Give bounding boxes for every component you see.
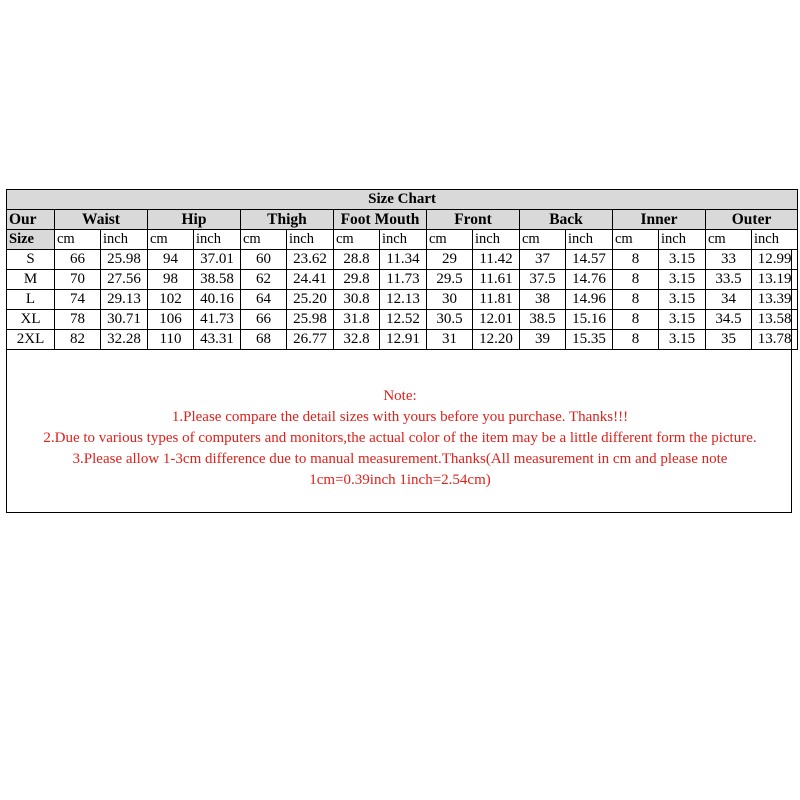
our-size-header-bottom: Size (7, 230, 55, 250)
measurement-cell: 12.20 (473, 330, 520, 350)
measurement-cell: 3.15 (659, 310, 706, 330)
unit-cm-header: cm (241, 230, 287, 250)
unit-inch-header: inch (566, 230, 613, 250)
table-row (7, 290, 798, 310)
measurement-cell: 30 (427, 290, 473, 310)
measurement-cell: 11.34 (380, 250, 427, 270)
measurement-cell: 37 (520, 250, 566, 270)
measurement-cell: 14.57 (566, 250, 613, 270)
measurement-cell: 98 (148, 270, 194, 290)
note-line-4: 1cm=0.39inch 1inch=2.54cm) (309, 472, 491, 488)
measurement-cell: 62 (241, 270, 287, 290)
unit-inch-header: inch (287, 230, 334, 250)
measurement-cell: 38 (520, 290, 566, 310)
measurement-cell: 66 (55, 250, 101, 270)
table-row (7, 330, 798, 350)
measurement-cell: 15.16 (566, 310, 613, 330)
unit-cm-header: cm (613, 230, 659, 250)
measurement-cell: 82 (55, 330, 101, 350)
measurement-cell: 32.28 (101, 330, 148, 350)
measurement-cell: 12.99 (752, 250, 798, 270)
measurement-cell: 29.13 (101, 290, 148, 310)
unit-cm-header: cm (706, 230, 752, 250)
table-title: Size Chart (7, 190, 798, 210)
measurement-cell: 3.15 (659, 270, 706, 290)
measurement-cell: 37.5 (520, 270, 566, 290)
measurement-cell: 13.58 (752, 310, 798, 330)
measurement-cell: 30.8 (334, 290, 380, 310)
measurement-cell: 15.35 (566, 330, 613, 350)
measurement-cell: 32.8 (334, 330, 380, 350)
unit-cm-header: cm (55, 230, 101, 250)
unit-inch-header: inch (194, 230, 241, 250)
measurement-cell: 29.5 (427, 270, 473, 290)
measurement-cell: 94 (148, 250, 194, 270)
measurement-cell: 14.96 (566, 290, 613, 310)
measurement-cell: 25.98 (101, 250, 148, 270)
measurement-cell: 66 (241, 310, 287, 330)
measurement-cell: 29 (427, 250, 473, 270)
group-header: Outer (706, 210, 798, 230)
measurement-cell: 30.71 (101, 310, 148, 330)
note-line-3: 3.Please allow 1-3cm difference due to manual measurement.Thanks(All measurement in cm and please note (72, 451, 728, 467)
measurement-cell: 78 (55, 310, 101, 330)
note-line-2: 2.Due to various types of computers and monitors,the actual color of the item may be a little different form the picture. (43, 430, 757, 446)
group-header: Hip (148, 210, 241, 230)
measurement-cell: 27.56 (101, 270, 148, 290)
measurement-cell: 24.41 (287, 270, 334, 290)
size-chart-table (6, 189, 798, 350)
measurement-cell: 106 (148, 310, 194, 330)
measurement-cell: 11.42 (473, 250, 520, 270)
unit-cm-header: cm (148, 230, 194, 250)
unit-inch-header: inch (101, 230, 148, 250)
unit-cm-header: cm (334, 230, 380, 250)
measurement-cell: 60 (241, 250, 287, 270)
measurement-cell: 12.13 (380, 290, 427, 310)
measurement-cell: 3.15 (659, 330, 706, 350)
measurement-cell: 39 (520, 330, 566, 350)
measurement-cell: 11.81 (473, 290, 520, 310)
measurement-cell: 11.61 (473, 270, 520, 290)
measurement-cell: 12.01 (473, 310, 520, 330)
measurement-cell: 34.5 (706, 310, 752, 330)
note-heading: Note: (383, 388, 417, 404)
measurement-cell: 38.58 (194, 270, 241, 290)
measurement-cell: 14.76 (566, 270, 613, 290)
group-header: Front (427, 210, 520, 230)
measurement-cell: 8 (613, 250, 659, 270)
measurement-cell: 25.20 (287, 290, 334, 310)
unit-cm-header: cm (427, 230, 473, 250)
table-row (7, 310, 798, 330)
measurement-cell: 37.01 (194, 250, 241, 270)
measurement-cell: 28.8 (334, 250, 380, 270)
measurement-cell: 13.78 (752, 330, 798, 350)
measurement-cell: 25.98 (287, 310, 334, 330)
measurement-cell: 31 (427, 330, 473, 350)
measurement-cell: 12.91 (380, 330, 427, 350)
measurement-cell: 8 (613, 310, 659, 330)
group-header: Thigh (241, 210, 334, 230)
unit-inch-header: inch (380, 230, 427, 250)
measurement-cell: 26.77 (287, 330, 334, 350)
size-cell: 2XL (7, 330, 55, 350)
measurement-cell: 35 (706, 330, 752, 350)
note-line-1: 1.Please compare the detail sizes with yours before you purchase. Thanks!!! (171, 409, 629, 425)
group-header: Inner (613, 210, 706, 230)
unit-inch-header: inch (752, 230, 798, 250)
measurement-cell: 29.8 (334, 270, 380, 290)
measurement-cell: 68 (241, 330, 287, 350)
measurement-cell: 74 (55, 290, 101, 310)
size-cell: S (7, 250, 55, 270)
measurement-cell: 34 (706, 290, 752, 310)
size-cell: M (7, 270, 55, 290)
measurement-cell: 33.5 (706, 270, 752, 290)
size-cell: L (7, 290, 55, 310)
measurement-cell: 8 (613, 290, 659, 310)
size-cell: XL (7, 310, 55, 330)
group-header: Foot Mouth (334, 210, 427, 230)
measurement-cell: 13.39 (752, 290, 798, 310)
measurement-cell: 3.15 (659, 290, 706, 310)
our-size-header-top: Our (7, 210, 55, 230)
measurement-cell: 13.19 (752, 270, 798, 290)
unit-inch-header: inch (659, 230, 706, 250)
group-header: Back (520, 210, 613, 230)
measurement-cell: 40.16 (194, 290, 241, 310)
measurement-cell: 12.52 (380, 310, 427, 330)
measurement-cell: 110 (148, 330, 194, 350)
unit-inch-header: inch (473, 230, 520, 250)
measurement-cell: 41.73 (194, 310, 241, 330)
table-row (7, 250, 798, 270)
measurement-cell: 43.31 (194, 330, 241, 350)
measurement-cell: 33 (706, 250, 752, 270)
measurement-cell: 8 (613, 270, 659, 290)
measurement-cell: 70 (55, 270, 101, 290)
measurement-cell: 23.62 (287, 250, 334, 270)
unit-cm-header: cm (520, 230, 566, 250)
measurement-cell: 64 (241, 290, 287, 310)
measurement-cell: 30.5 (427, 310, 473, 330)
notes-block (7, 386, 793, 491)
measurement-cell: 3.15 (659, 250, 706, 270)
group-header: Waist (55, 210, 148, 230)
measurement-cell: 102 (148, 290, 194, 310)
measurement-cell: 8 (613, 330, 659, 350)
table-row (7, 270, 798, 290)
measurement-cell: 31.8 (334, 310, 380, 330)
measurement-cell: 11.73 (380, 270, 427, 290)
measurement-cell: 38.5 (520, 310, 566, 330)
size-chart-sheet (6, 189, 792, 513)
